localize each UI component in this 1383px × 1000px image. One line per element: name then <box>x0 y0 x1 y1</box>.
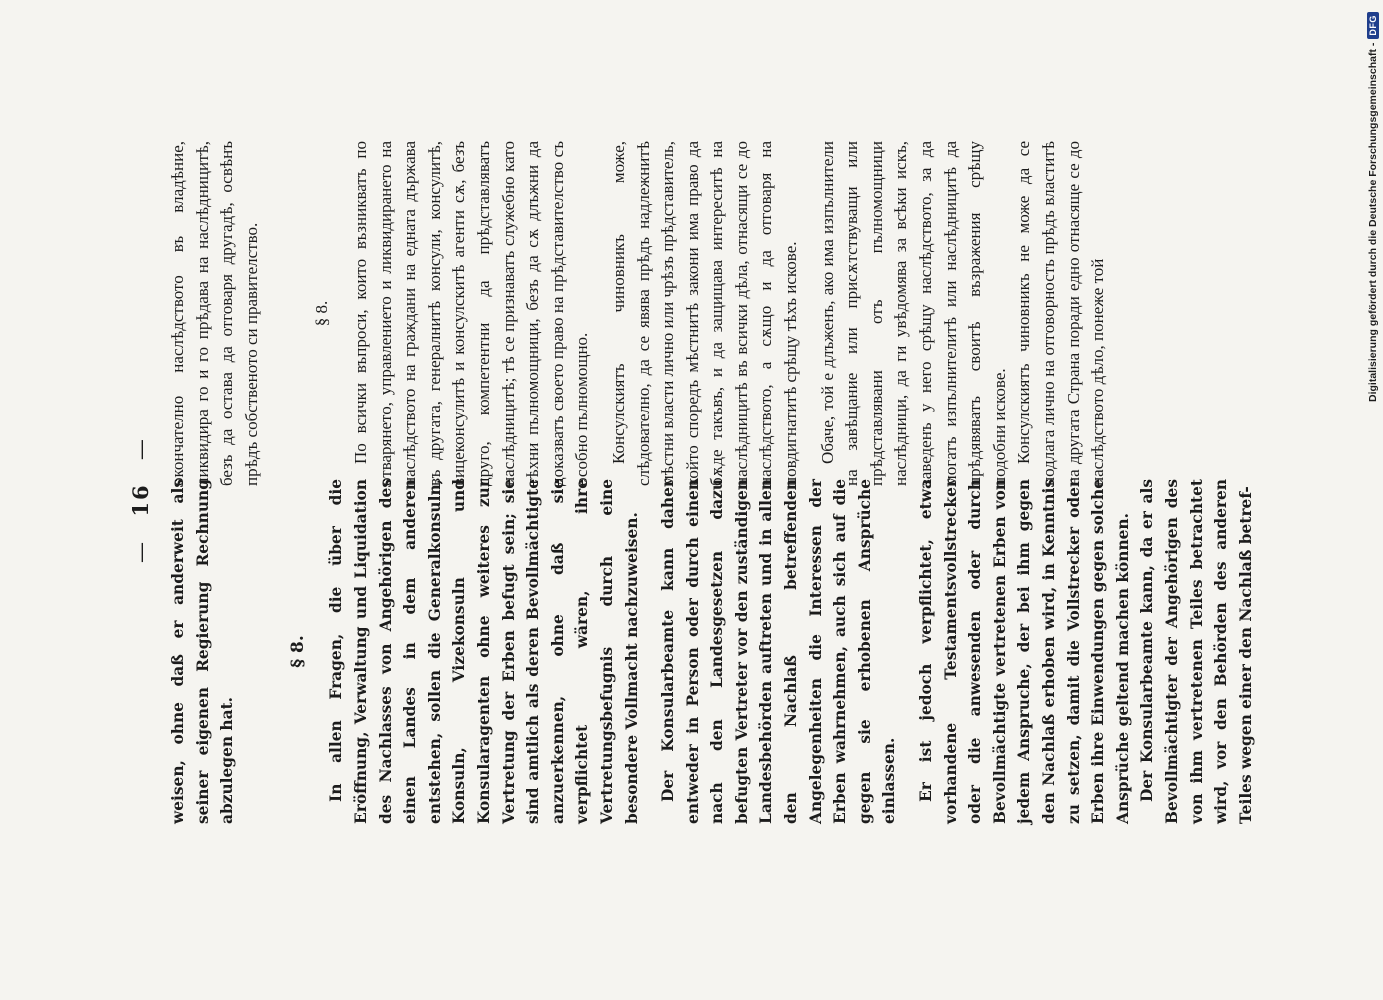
german-column <box>166 479 1258 824</box>
bulgarian-paragraph-3: Обаче, той е длъженъ, ако има изпълнители на завѣщание или присѫтствуващи или прѣдставлявани отъ пълномощници наслѣдници, да ги увѣдомява за всѣки искъ, заведенъ у него срѣщу наслѣдството, за да могатъ изпълнителитѣ или наслѣдницитѣ да прѣдявяватъ своитѣ възражения срѣщу подобни искове. <box>817 141 1009 486</box>
german-paragraph-4: Der Konsularbeamte kann, da er als Bevollmächtigter der Angehörigen des von ihm vertretenen Teiles betrachtet wird, vor den Behörden des anderen Teiles wegen einer den Nachlaß betref- <box>1138 479 1255 824</box>
header-dash-right: — <box>129 437 153 461</box>
page-number: 16 <box>128 483 153 517</box>
german-section-title: § 8. <box>287 635 308 668</box>
bulgarian-column <box>166 141 1111 486</box>
bulgarian-paragraph-4: Консулскиятъ чиновникъ не може да се подлага лично на отговорность прѣдъ властитѣ на другата Страна поради едно отнасяще се до наслѣдството дѣло, понеже той <box>1014 141 1108 486</box>
credit-text: Digitalisierung gefördert durch die Deutsche Forschungsgemeinschaft - <box>1367 42 1379 402</box>
german-paragraph-3: Er ist jedoch verpflichtet, etwa vorhandene Testamentsvollstrecker oder die anwesenden oder durch Bevollmächtigte vertretenen Erben von jedem Anspruche, der bei ihm gegen den Nachlaß erhoben wird, in Kenntnis zu setzen, damit die Vollstrecker oder Erben ihre Einwendungen gegen solche Ansprüche geltend machen können. <box>917 479 1132 824</box>
bulgarian-paragraph-2: Консулскиятъ чиновникъ може, слѣдователно, да се явява прѣдъ надлежнитѣ мѣстни власти лично или чрѣзъ прѣдставитель, който споредъ мѣстнитѣ закони има право да бѫде такъвъ, и да защищава интереситѣ на наслѣдницитѣ въ всички дѣла, отнасящи се до наслѣдството, а сѫщо и да отговаря на повдигнатитѣ срѣщу тѣхъ искове. <box>608 140 801 486</box>
dfg-logo: DFG <box>1367 12 1379 39</box>
bulgarian-section-title: § 8. <box>312 300 332 327</box>
german-paragraph-2: Der Konsularbeamte kann daher entweder in Person oder durch einen nach den Landesgesetzen dazu befugten Vertreter vor den zuständigen Landesbehörden auftreten und in allen den Nachlaß betreffenden Angelegenheiten die Interessen der Erben wahrnehmen, auch sich auf die gegen sie erhobenen Ansprüche einlassen. <box>659 479 899 824</box>
german-top-text: weisen, ohne daß er anderweit als seiner eigenen Regierung Rechnung abzulegen hat. <box>169 479 237 824</box>
page-header <box>128 0 153 1000</box>
digitization-credit <box>1360 10 1383 990</box>
header-dash-left: — <box>129 539 153 563</box>
bulgarian-paragraph-1: По всички въпроси, които възникватъ по отварянето, управлението и ликвидирането на наслѣдството на граждани на едната държава въ другата, генералнитѣ консули, консулитѣ, вицеконсулитѣ и консулскитѣ агенти сѫ, безъ друго, компетентни да прѣдставляватъ наслѣдницитѣ; тѣ се признаватъ служебно като тѣхни пълномощници, безъ да сѫ длъжни да доказватъ своето право на прѣдставителство съ особно пълномощно. <box>350 141 592 486</box>
bulgarian-top-text: окончателно наслѣдството въ владѣние, ликвидира го и го прѣдава на наслѣдницитѣ, безъ да остава да отговаря другадѣ, освѣнъ прѣдъ собственото си правителство. <box>168 141 261 486</box>
german-paragraph-1: In allen Fragen, die über die Eröffnung, Verwaltung und Liquidation des Nachlasses von Angehörigen des einen Landes in dem anderen entstehen, sollen die Generalkonsuln, Konsuln, Vizekonsuln und Konsularagenten ohne weiteres zur Vertretung der Erben befugt sein; sie sind amtlich als deren Bevollmächtigte anzuerkennen, ohne daß sie verpflichtet wären, ihre Vertretungsbefugnis durch eine besondere Vollmacht nachzuweisen. <box>327 479 641 824</box>
